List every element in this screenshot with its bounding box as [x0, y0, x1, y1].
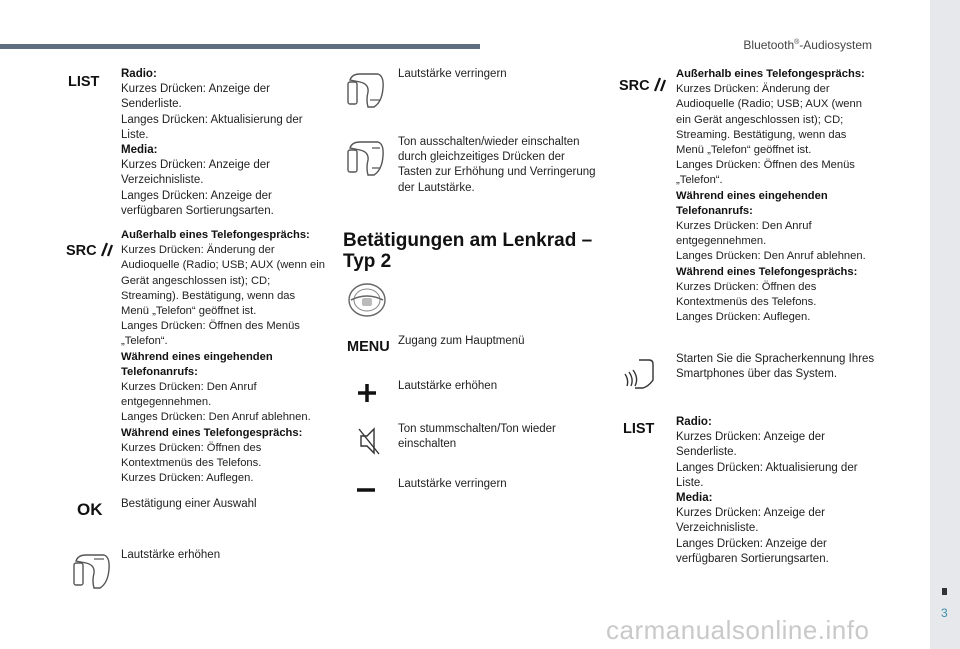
menu-description: Zugang zum Hauptmenü — [398, 335, 525, 347]
src-label-2: SRC — [619, 76, 668, 94]
plus-icon — [357, 383, 377, 403]
ok-description: Bestätigung einer Auswahl — [121, 498, 257, 510]
list-description: Radio: Kurzes Drücken: Anzeige der Senderliste. Langes Drücken: Aktualisierung der Liste. Media: Kurzes Drücken: Anzeige der Verzeichnisliste. Langes Drücken: Anzeige der verfügbaren Sortierungsarten. — [121, 68, 303, 217]
list-description-2: Radio: Kurzes Drücken: Anzeige der Senderliste. Langes Drücken: Aktualisierung der Liste. Media: Kurzes Drücken: Anzeige der Verzeichnisliste. Langes Drücken: Anzeige der verfügbaren Sortierungsarten. — [676, 416, 858, 565]
speaker-mute-icon — [357, 425, 383, 457]
steering-wheel-icon — [347, 282, 387, 318]
minus-description: Lautstärke verringern — [398, 478, 507, 490]
minus-icon — [356, 487, 376, 493]
list-label-2: LIST — [623, 421, 655, 437]
menu-label: MENU — [347, 339, 390, 355]
src-slash-icon — [99, 241, 115, 257]
src-description-2: Außerhalb eines Telefongesprächs: Kurzes Drücken: Änderung der Audioquelle (Radio; USB; AUX (wenn ein Gerät angeschlossen ist); CD; Streaming. Bestätigung, wenn das Menü „Telefon“ geöffnet ist. Langes Drücken: Öffnen des Menüs „Telefon“. Während eines eingehenden Telefonanrufs: Kurzes Drücken: Den Anruf entgegennehmen. Langes Drücken: Den Anruf ablehnen. Während eines Telefongesprächs: Kurzes Drücken: Öffnen des Kontextmenüs des Telefons. Langes Drücken: Auflegen. — [676, 68, 866, 324]
page-number: 3 — [941, 606, 948, 620]
src-slash-icon-2 — [652, 76, 668, 92]
section-heading: Betätigungen am Lenkrad – Typ 2 — [343, 230, 593, 272]
mute-toggle-description: Ton stummschalten/Ton wieder einschalten — [398, 423, 556, 451]
steering-wheel-volume-up-icon — [70, 551, 112, 591]
volume-up-description: Lautstärke erhöhen — [121, 549, 221, 561]
voice-description: Starten Sie die Spracherkennung Ihres Smartphones über das System. — [676, 353, 875, 381]
watermark: carmanualsonline.info — [606, 615, 870, 645]
page-header-title: Bluetooth®-Audiosystem — [743, 38, 872, 52]
volume-down-description: Lautstärke verringern — [398, 68, 507, 80]
plus-description: Lautstärke erhöhen — [398, 380, 498, 392]
header-rule — [0, 44, 480, 49]
voice-recognition-icon — [623, 356, 659, 392]
src-label: SRC — [66, 241, 115, 259]
list-label: LIST — [68, 74, 100, 90]
src-description: Außerhalb eines Telefongesprächs: Kurzes Drücken: Änderung der Audioquelle (Radio; USB; AUX (wenn ein Gerät angeschlossen ist); CD; Streaming). Bestätigung, wenn das Menü „Telefon“ geöffnet ist. Langes Drücken: Öffnen des Menüs „Telefon“. Während eines eingehenden Telefonanrufs: Kurzes Drücken: Den Anruf entgegennehmen. Langes Drücken: Den Anruf ablehnen. Während eines Telefongesprächs: Kurzes Drücken: Öffnen des Kontextmenüs des Telefons. Kurzes Drücken: Auflegen. — [121, 229, 325, 485]
side-margin-bar — [930, 0, 960, 649]
mute-description: Ton ausschalten/wieder einschalten durch gleichzeitiges Drücken der Tasten zur Erhöhung und Verringerung der Lautstärke. — [398, 136, 596, 194]
steering-wheel-volume-down-icon — [344, 70, 386, 110]
steering-wheel-mute-icon — [344, 138, 386, 178]
side-marker — [942, 588, 947, 595]
ok-label: OK — [77, 500, 103, 519]
